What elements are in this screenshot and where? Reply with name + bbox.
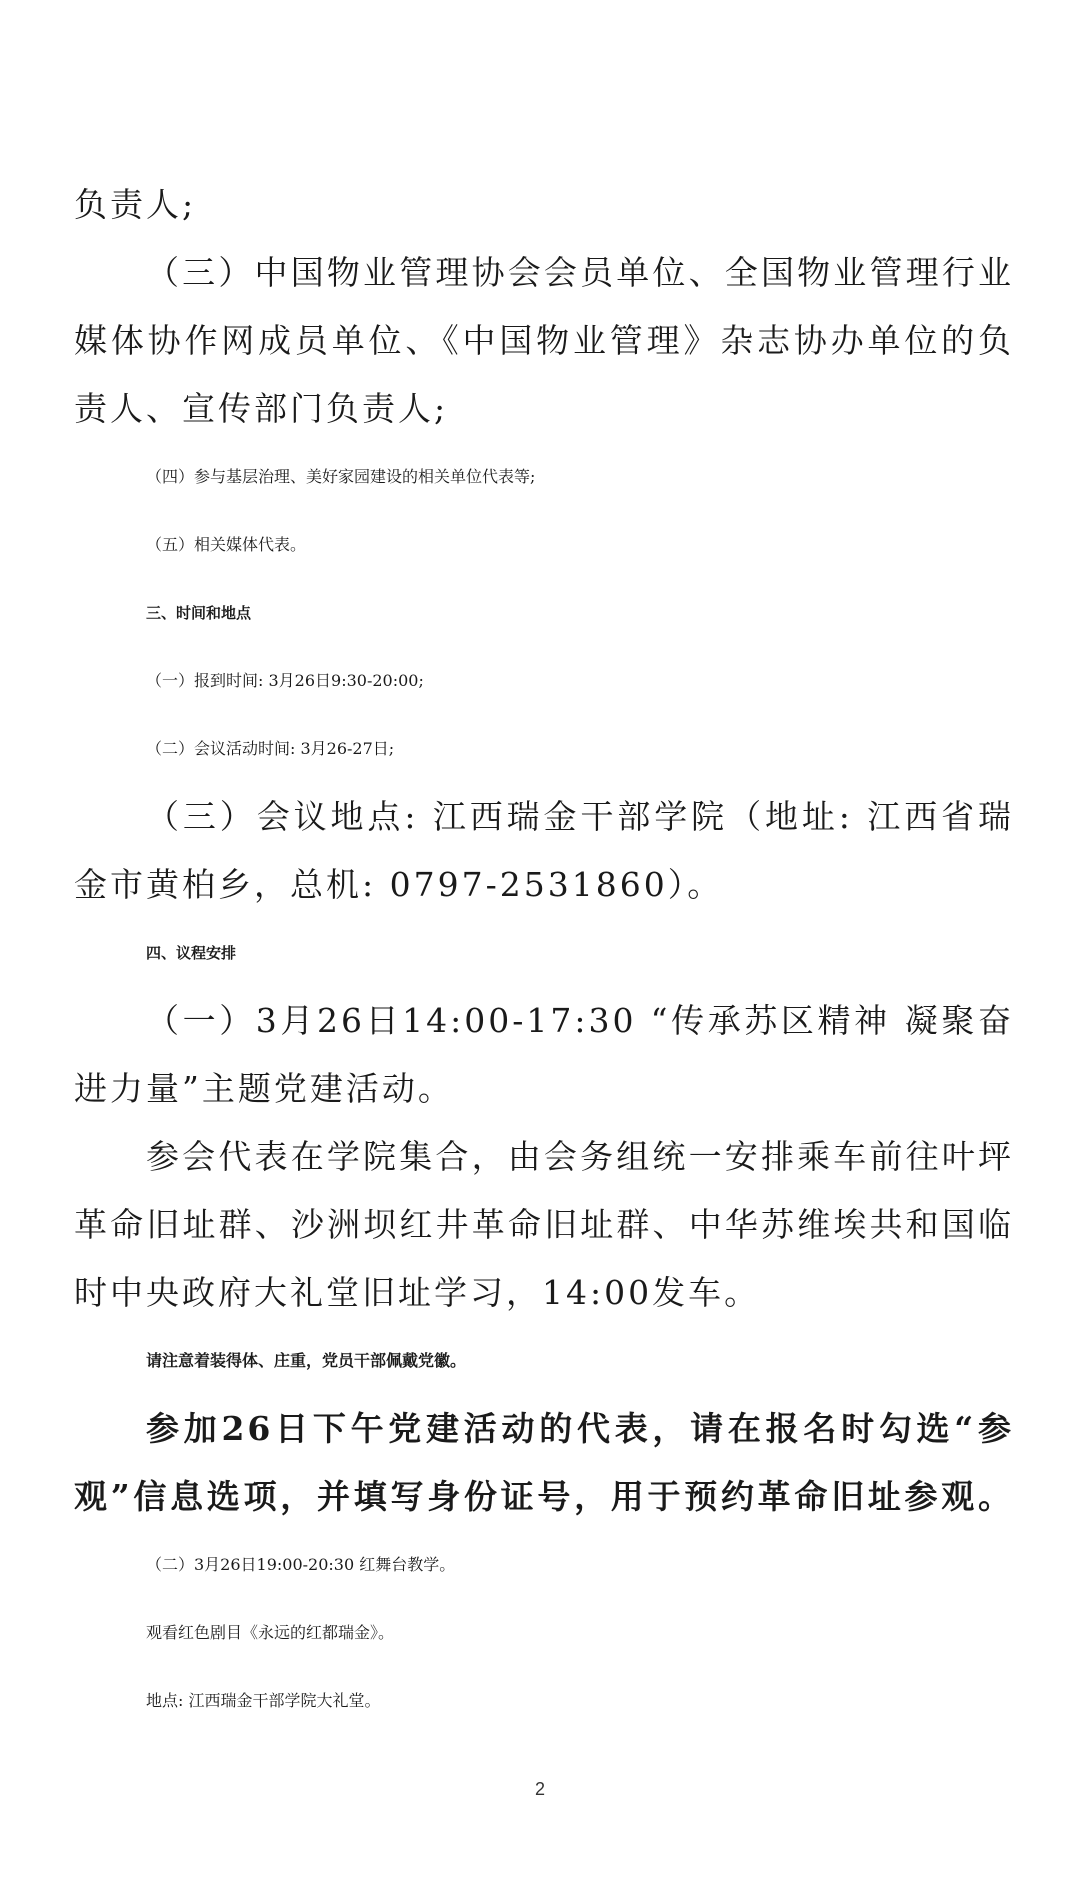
dress-code-notice: 请注意着装得体、庄重，党员干部佩戴党徽。 (146, 1351, 467, 1370)
list-item-5: （五）相关媒体代表。 (146, 535, 307, 554)
registration-notice: 参加26日下午党建活动的代表，请在报名时勾选“参 (146, 1409, 1014, 1448)
agenda-item-2: （二）3月26日19:00-20:30 红舞台教学。 (146, 1555, 456, 1574)
paragraph-line: 观看红色剧目《永远的红都瑞金》。 (146, 1623, 395, 1642)
text-line: 进力量”主题党建活动。 (74, 1069, 454, 1108)
text-line: 负责人; (74, 185, 197, 224)
text-line: 时中央政府大礼堂旧址学习，14:00发车。 (74, 1273, 761, 1312)
section-heading-time-location: 三、时间和地点 (146, 604, 252, 622)
text-line: 革命旧址群、沙洲坝红井革命旧址群、中华苏维埃共和国临 (74, 1205, 1014, 1244)
list-item-3: （三）中国物业管理协会会员单位、全国物业管理行业 (146, 253, 1014, 292)
text-line: 媒体协作网成员单位、《中国物业管理》杂志协办单位的负 (74, 321, 1014, 360)
meeting-location: （三）会议地点: 江西瑞金干部学院（地址: 江西省瑞 (146, 797, 1014, 836)
registration-time: （一）报到时间: 3月26日9:30-20:00; (146, 671, 424, 690)
text-line: 金市黄柏乡，总机: 0797-2531860）。 (74, 865, 724, 904)
section-heading-agenda: 四、议程安排 (146, 944, 237, 962)
text-line: 责人、宣传部门负责人; (74, 389, 449, 428)
text-line: 观”信息选项，并填写身份证号，用于预约革命旧址参观。 (74, 1477, 1014, 1516)
page-number: 2 (534, 1779, 545, 1799)
paragraph-line: 地点: 江西瑞金干部学院大礼堂。 (146, 1691, 381, 1710)
agenda-item-1: （一）3月26日14:00-17:30 “传承苏区精神 凝聚奋 (146, 1001, 1014, 1040)
paragraph-line: 参会代表在学院集合，由会务组统一安排乘车前往叶坪 (146, 1137, 1014, 1176)
list-item-4: （四）参与基层治理、美好家园建设的相关单位代表等; (146, 467, 536, 486)
meeting-time: （二）会议活动时间: 3月26-27日; (146, 739, 395, 758)
